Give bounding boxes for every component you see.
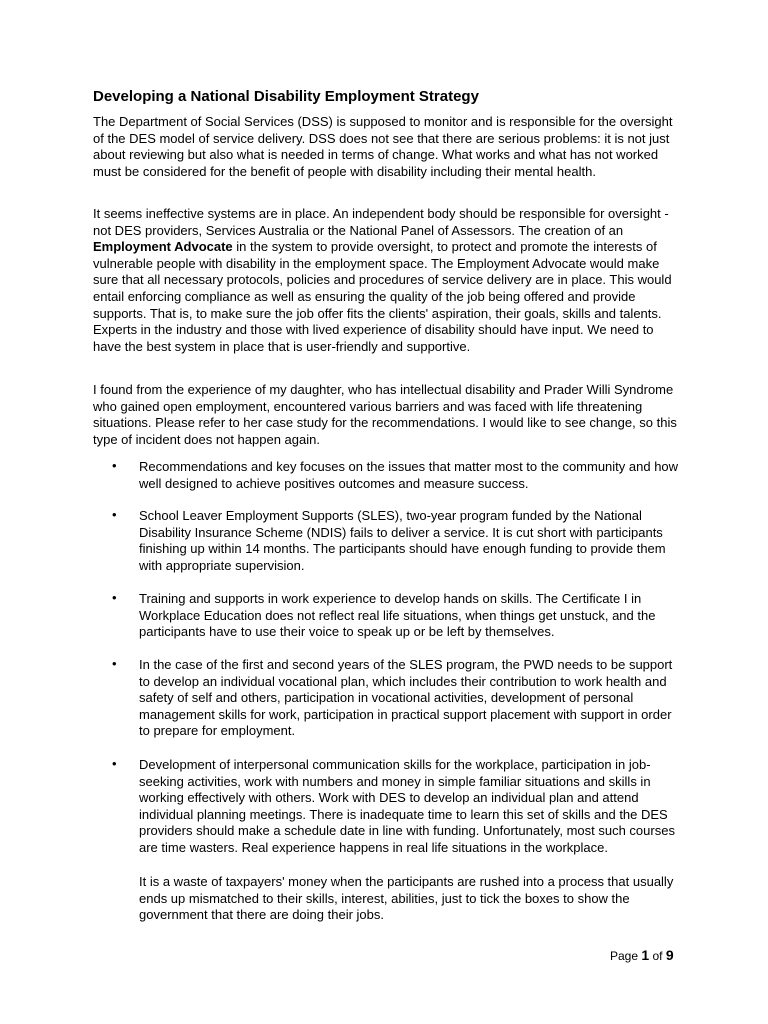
bullet-icon: • — [112, 590, 117, 605]
page-label: Page — [610, 949, 642, 963]
list-item-text: Recommendations and key focuses on the issues that matter most to the community and how well designed to achieve positives outcomes and measure success. — [139, 459, 679, 491]
of-label: of — [649, 949, 666, 963]
page-footer — [610, 946, 674, 965]
employment-advocate-bold: Employment Advocate — [93, 239, 233, 255]
bullet-icon: • — [112, 656, 117, 671]
paragraph-text: in the system to provide oversight, to protect and promote the interests of vulnerable people with disability in the employment space. The Employment Advocate would make sure that all necessary protocols, policies and procedures of service delivery are in place. This would entail enforcing compliance as well as ensuring the quality of the job being offered and provide supports. That is, to make sure the job offer fits the clients' aspiration, their goals, skills and talents. Experts in the industry and those with lived experience of disability should have input. We need to have the best system in place that is user-friendly and supportive. — [93, 239, 672, 354]
document-title: Developing a National Disability Employment Strategy — [93, 88, 479, 105]
paragraph-daughter-experience: I found from the experience of my daughter, who has intellectual disability and Prader Willi Syndrome who gained open employment, encountered various barriers and was faced with life threatening situations. Please refer to her case study for the recommendations. I would like to see change, so this type of incident does not happen again. — [93, 382, 677, 447]
paragraph-employment-advocate — [93, 206, 678, 355]
list-item-text: Development of interpersonal communication skills for the workplace, participation in job-seeking activities, work with numbers and money in simple familiar situations and skills in working effectively with others. Work with DES to develop an individual plan and attend individual planning meetings. There is inadequate time to learn this set of skills and the DES providers should make a schedule date in line with funding. Unfortunately, most such courses are time wasters. Real experience happens in real life situations in the workplace. — [139, 757, 675, 855]
list-item-text: Training and supports in work experience to develop hands on skills. The Certificate I in Workplace Education does not reflect real life situations, when things get unstuck, and the participants have to use their voice to speak up or be left by themselves. — [139, 591, 656, 640]
page-number: 1 — [641, 947, 650, 963]
page-total: 9 — [665, 947, 674, 963]
paragraph-text: It seems ineffective systems are in place. An independent body should be responsible for oversight - not DES providers, Services Australia or the National Panel of Assessors. The creation of an — [93, 206, 669, 238]
bullet-icon: • — [112, 507, 117, 522]
list-item-text: In the case of the first and second years of the SLES program, the PWD needs to be support to develop an individual vocational plan, which includes their contribution to work health and safety of self and others, participation in vocational activities, development of personal management skills for work, participation in practical support placement with support in order to prepare for employment. — [139, 657, 673, 739]
bullet-icon: • — [112, 458, 117, 473]
paragraph-dss: The Department of Social Services (DSS) is supposed to monitor and is responsible for the oversight of the DES model of service delivery. DSS does not see that there are serious problems: it is not just about reviewing but also what is needed in terms of change. What works and what has not worked must be considered for the benefit of people with disability including their mental health. — [93, 114, 673, 179]
list-item-text: School Leaver Employment Supports (SLES), two-year program funded by the National Disability Insurance Scheme (NDIS) fails to deliver a service. It is cut short with participants finishing up within 14 months. The participants should have enough funding to provide them with appropriate supervision. — [139, 508, 666, 573]
list-item-text-continued: It is a waste of taxpayers' money when the participants are rushed into a process that usually ends up mismatched to their skills, interest, abilities, just to tick the boxes to show the government that there are doing their jobs. — [139, 874, 674, 923]
bullet-icon: • — [112, 756, 117, 771]
